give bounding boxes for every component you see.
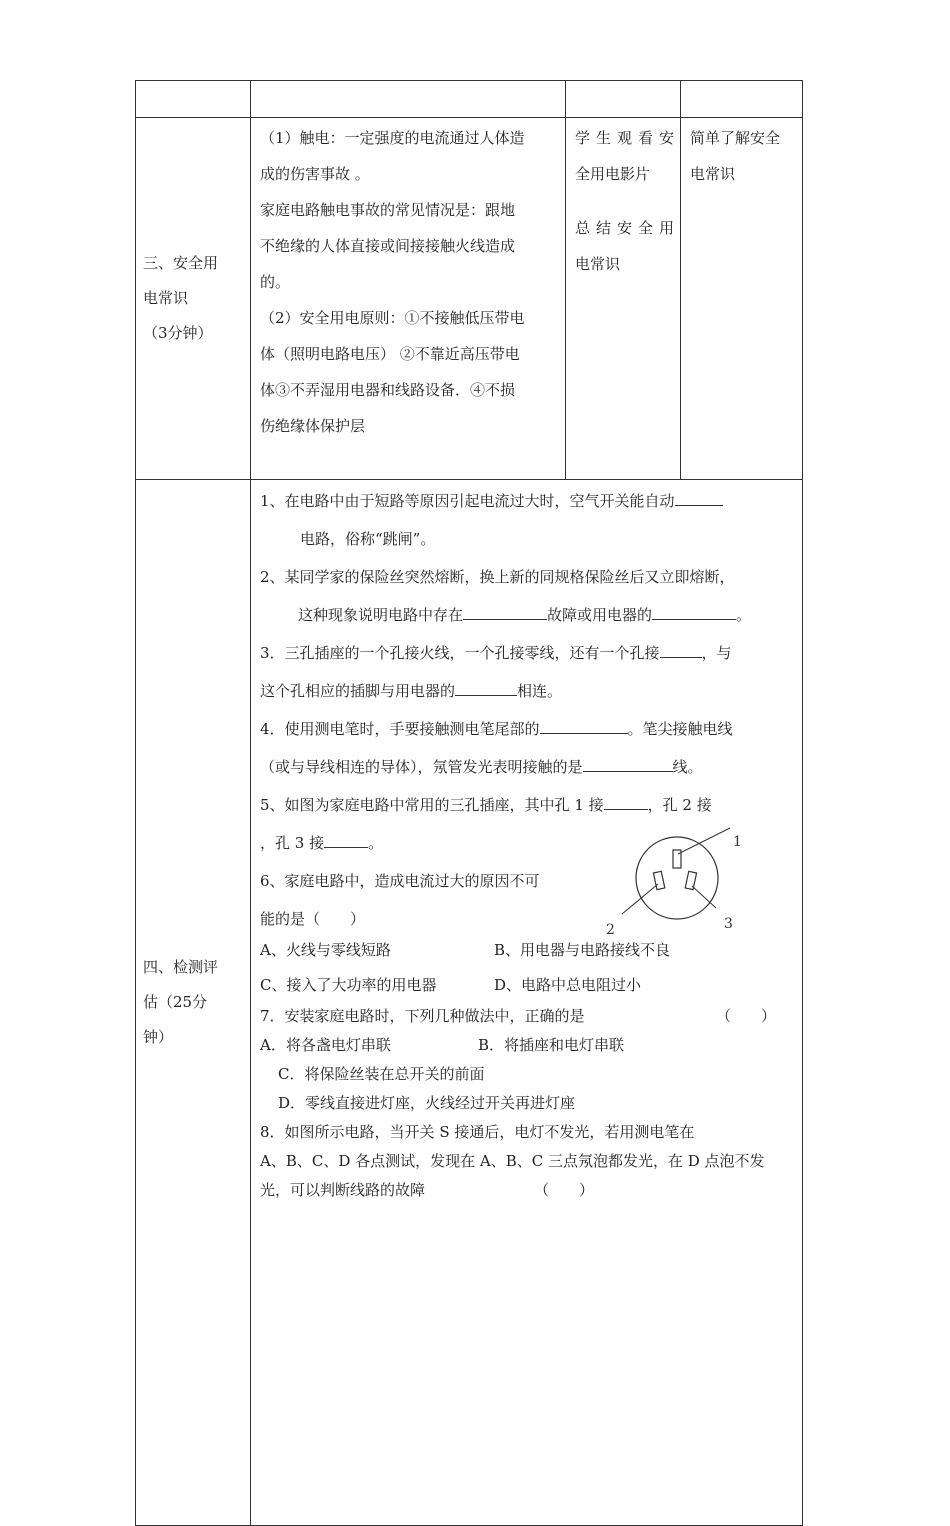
empty-cell [566, 81, 681, 118]
question-7-options-ab [260, 1031, 794, 1060]
question-4-cont: （或与导线相连的导体），氖管发光表明接触的是 线。 [260, 758, 703, 776]
question-3: 3．三孔插座的一个孔接火线，一个孔接零线，还有一个孔接 ，与 [260, 644, 732, 662]
question-4: 4．使用测电笔时，手要接触测电笔尾部的 。笔尖接触电线 [260, 720, 733, 738]
option-b: B、用电器与电路接线不良 [494, 941, 671, 959]
question-7-option-c: C．将保险丝装在总开关的前面 [278, 1065, 485, 1083]
empty-cell [251, 81, 566, 118]
socket-label-3: 3 [724, 916, 733, 932]
option-a: A．将各盏电灯串联 [260, 1036, 391, 1054]
leader-line-1 [678, 828, 730, 854]
answer-blank [455, 681, 517, 696]
stage-cell-assessment [136, 480, 251, 1526]
answer-blank [604, 795, 648, 810]
answer-parentheses: （ ） [716, 1007, 777, 1025]
content-line: 家庭电路触电事故的常见情况是：跟地 [260, 201, 516, 219]
stage-time: （3分钟） [143, 324, 213, 342]
option-a: A、火线与零线短路 [260, 941, 391, 959]
stage-label: 三、安全用 [143, 254, 219, 272]
content-line: 体③不弄湿用电器和线路设备．④不损 [260, 381, 516, 399]
student-activity-cell [566, 118, 681, 480]
question-8: 8．如图所示电路，当开关 S 接通后，电灯不发光，若用测电笔在 [260, 1123, 695, 1141]
design-intent-cell [681, 118, 803, 480]
stage-time: 钟） [143, 1028, 174, 1046]
question-8-cont2: 光，可以判断线路的故障 （ ） [260, 1176, 794, 1205]
stage-label: 电常识 [143, 289, 189, 307]
question-5: 5、如图为家庭电路中常用的三孔插座，其中孔 1 接 ，孔 2 接 [260, 796, 712, 814]
activity-line: 总结安全用 [575, 219, 674, 237]
content-line: 的。 [260, 273, 291, 291]
intent-line: 电常识 [690, 165, 736, 183]
question-1-cont: 电路，俗称“跳闸”。 [300, 530, 436, 548]
answer-blank [660, 643, 702, 658]
answer-blank [675, 491, 723, 506]
option-c: C、接入了大功率的用电器 [260, 976, 437, 994]
intent-line: 简单了解安全 [690, 129, 781, 147]
table-row-top [136, 81, 803, 118]
question-2: 2、某同学家的保险丝突然熔断，换上新的同规格保险丝后又立即熔断， [260, 568, 735, 586]
stage-cell-safety [136, 118, 251, 480]
table-row-assessment [136, 480, 803, 1526]
question-5-cont: ，孔 3 接 。 [260, 834, 384, 852]
activity-line: 电常识 [575, 255, 621, 273]
answer-blank [652, 605, 736, 620]
option-d: D、电路中总电阻过小 [494, 976, 642, 994]
question-7-option-d: D．零线直接进灯座，火线经过开关再进灯座 [278, 1094, 576, 1112]
content-line: （1）触电：一定强度的电流通过人体造 [260, 129, 525, 147]
empty-cell [681, 81, 803, 118]
content-cell-safety [251, 118, 566, 480]
question-7: 7．安装家庭电路时，下列几种做法中，正确的是 （ ） [260, 1002, 794, 1031]
socket-label-1: 1 [733, 834, 742, 850]
question-3-cont: 这个孔相应的插脚与用电器的 相连。 [260, 682, 563, 700]
question-6-cont: 能的是（ ） [260, 910, 366, 928]
question-2-cont: 这种现象说明电路中存在 故障或用电器的 。 [298, 606, 752, 624]
content-line: 成的伤害事故 。 [260, 165, 370, 183]
lesson-plan-table [135, 80, 803, 1526]
leader-line-3 [692, 886, 716, 908]
table-row-safety [136, 118, 803, 480]
answer-blank [463, 605, 547, 620]
activity-line: 学生观看安 [575, 129, 674, 147]
question-6-options-ab [260, 936, 794, 965]
question-6-options-cd [260, 971, 794, 1000]
stage-time: 估（25分 [143, 993, 208, 1011]
answer-blank [324, 833, 368, 848]
question-8-cont: A、B、C、D 各点测试，发现在 A、B、C 三点氖泡都发光，在 D 点泡不发 [260, 1152, 765, 1170]
answer-blank [540, 719, 628, 734]
empty-cell [136, 81, 251, 118]
content-line: 伤绝缘体保护层 [260, 417, 366, 435]
content-line: 不绝缘的人体直接或间接接触火线造成 [260, 237, 516, 255]
answer-parentheses: （ ） [534, 1181, 595, 1199]
socket-outline [636, 837, 718, 919]
answer-blank [583, 757, 673, 772]
stage-label: 四、检测评 [143, 958, 219, 976]
socket-hole-3 [685, 871, 696, 889]
question-6: 6、家庭电路中，造成电流过大的原因不可 [260, 872, 540, 890]
option-b: B．将插座和电灯串联 [478, 1036, 625, 1054]
leader-line-2 [622, 884, 658, 914]
activity-line: 全用电影片 [575, 165, 651, 183]
quiz-cell [251, 480, 803, 1526]
socket-label-2: 2 [606, 922, 615, 938]
content-line: 体（照明电路电压） ②不靠近高压带电 [260, 345, 520, 363]
content-line: （2）安全用电原则：①不接触低压带电 [260, 309, 525, 327]
question-1: 1、在电路中由于短路等原因引起电流过大时，空气开关能自动 [260, 482, 794, 520]
three-pin-socket-diagram [600, 820, 770, 940]
